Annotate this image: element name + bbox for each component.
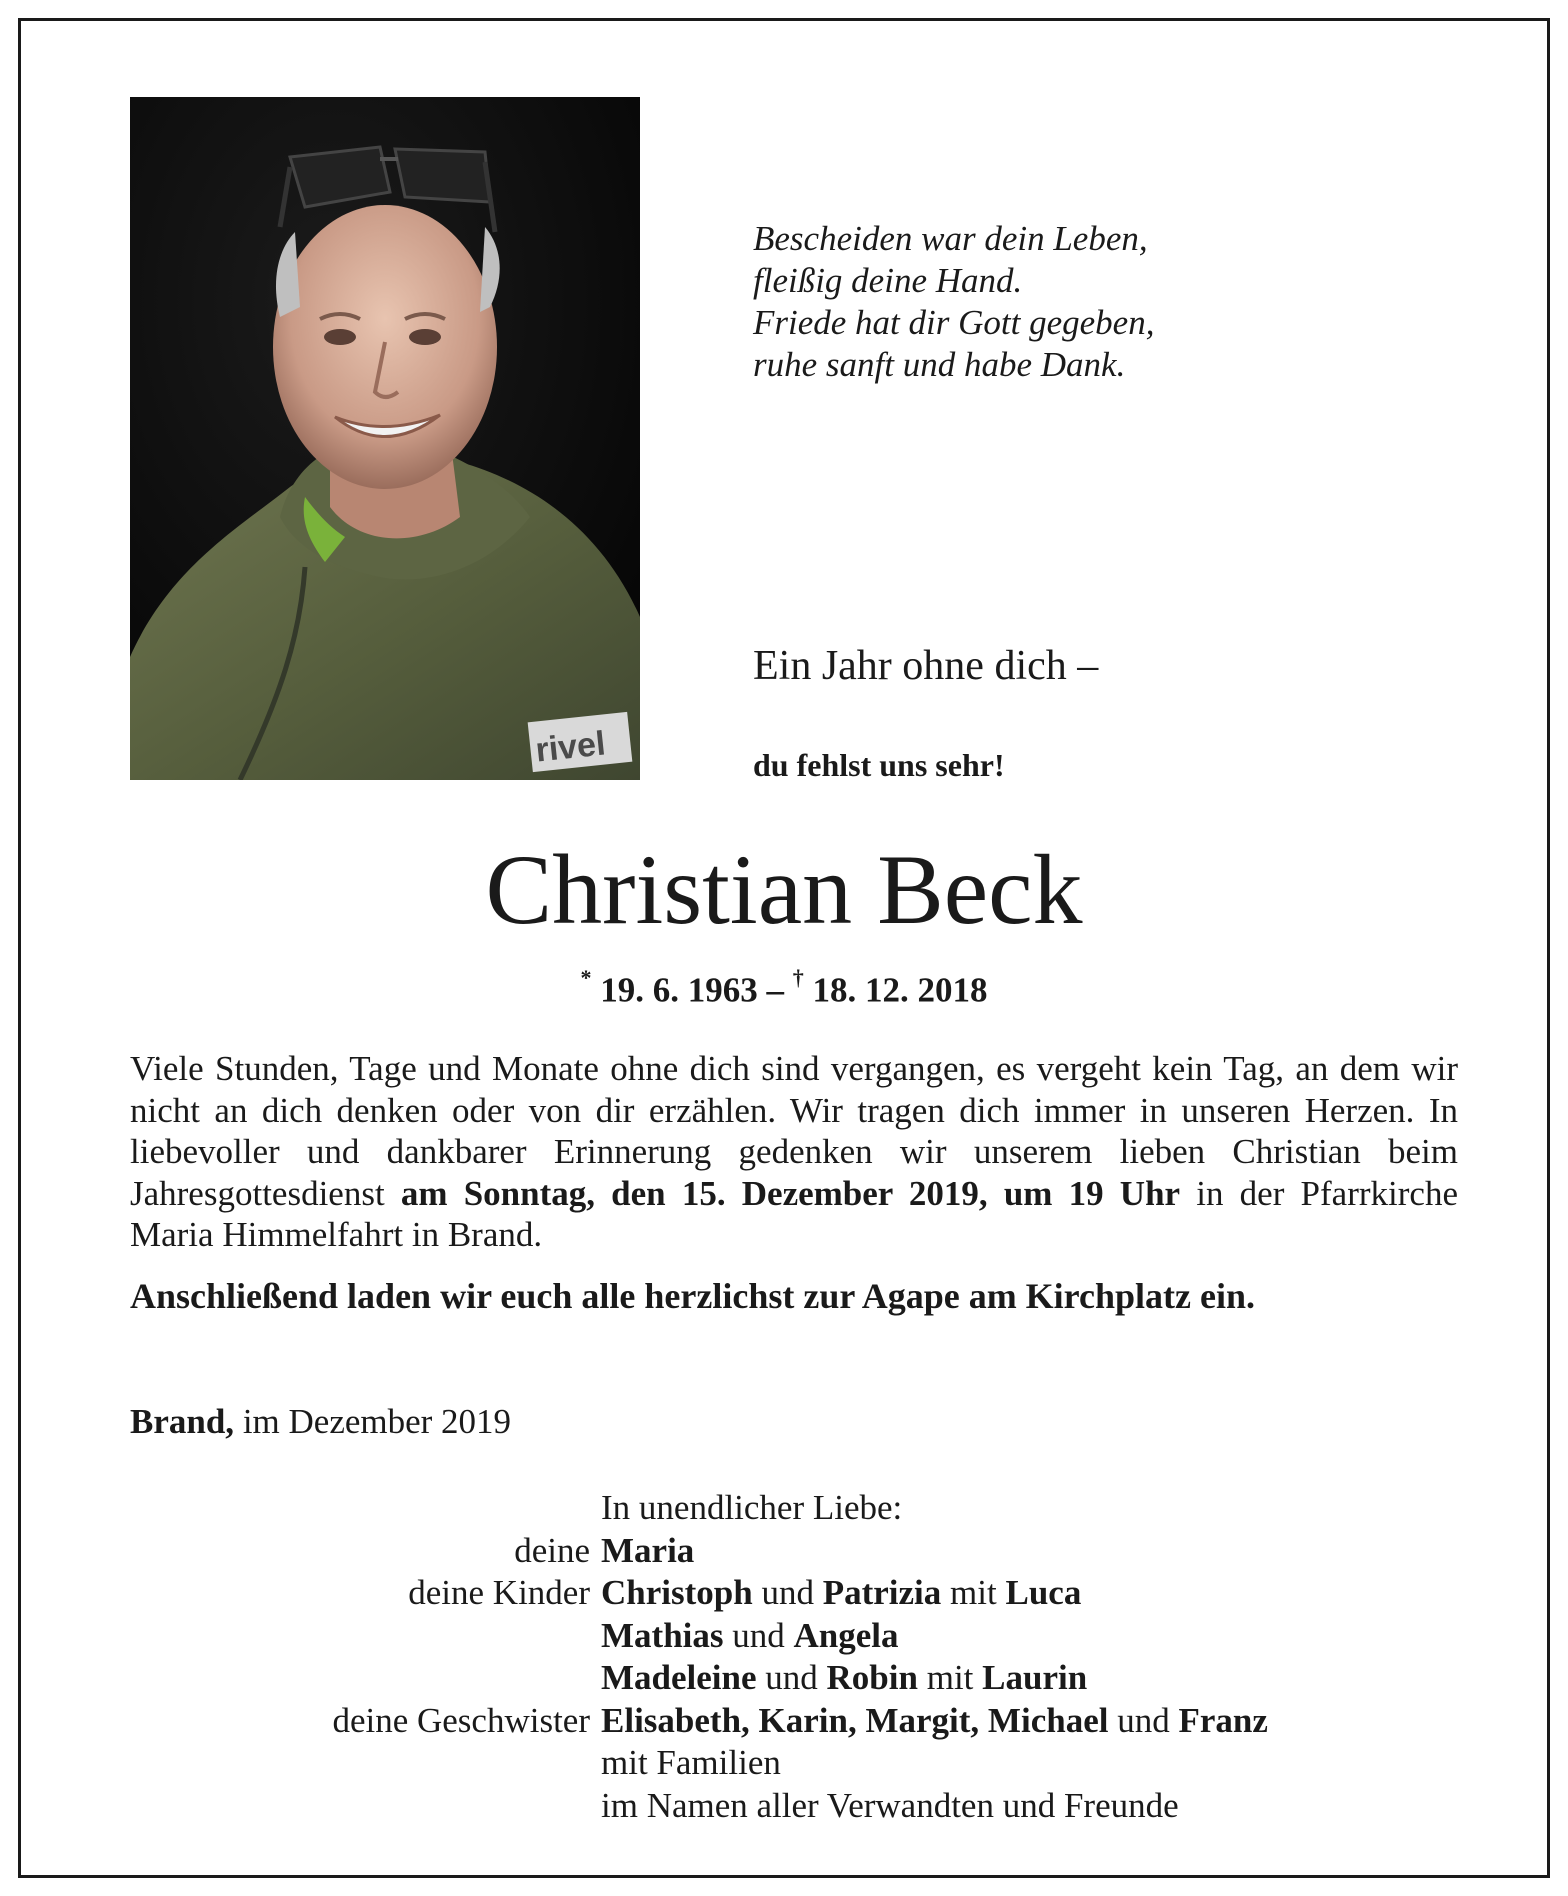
- mourner-connector: mit: [941, 1573, 1006, 1612]
- mourner-names: [601, 1700, 1268, 1743]
- service-datetime: am Sonntag, den 15. Dezember 2019, um 19 Uhr: [400, 1173, 1181, 1213]
- memorial-text: [130, 1048, 1458, 1256]
- mourner-name: Madeleine: [601, 1658, 757, 1697]
- mourner-relation: deine Kinder: [408, 1573, 590, 1612]
- mourner-connector: und: [723, 1615, 794, 1655]
- mourner-rows: [0, 1530, 1568, 1828]
- poem-line: Friede hat dir Gott gegeben,: [753, 303, 1155, 342]
- portrait-photo: [130, 97, 640, 780]
- mourner-name: Maria: [601, 1530, 695, 1570]
- mourners-intro-row: [0, 1487, 1568, 1530]
- mourner-row: [0, 1742, 1568, 1785]
- mourners: [0, 1487, 1568, 1827]
- mourner-name: Angela: [793, 1615, 899, 1655]
- mourner-name: Mathias: [601, 1615, 724, 1655]
- place-date: [130, 1400, 511, 1444]
- birth-symbol: *: [580, 965, 592, 990]
- mourner-name: Franz: [1178, 1700, 1268, 1740]
- death-date: 18. 12. 2018: [812, 970, 988, 1010]
- mourner-names: [601, 1785, 1179, 1828]
- portrait-illustration: [130, 97, 640, 780]
- mourner-name: Christoph: [601, 1573, 753, 1612]
- birth-date: 19. 6. 1963: [600, 970, 758, 1010]
- mourner-connector: im Namen aller Verwandten und Freunde: [601, 1785, 1179, 1825]
- mourner-names: [601, 1572, 1081, 1615]
- mourner-connector: und: [752, 1573, 823, 1612]
- year-line: Ein Jahr ohne dich –: [753, 643, 1099, 689]
- place: Brand,: [130, 1402, 235, 1441]
- mourner-name: Luca: [1005, 1573, 1082, 1612]
- mourner-name: Patrizia: [822, 1573, 942, 1612]
- mourner-connector: mit Familien: [601, 1743, 781, 1782]
- poem-line: Bescheiden war dein Leben,: [753, 219, 1148, 258]
- mourner-relation: deine: [514, 1530, 590, 1570]
- miss-line: du fehlst uns sehr!: [753, 747, 1005, 783]
- mourner-names: [601, 1530, 694, 1573]
- mourner-row: [0, 1615, 1568, 1658]
- mourner-names: [601, 1657, 1087, 1700]
- date: im Dezember 2019: [234, 1402, 512, 1441]
- deceased-name: Christian Beck: [485, 834, 1083, 945]
- memorial-text-part: Viele Stunden, Tage und Monate ohne dich sind vergangen, es vergeht kein Tag, an dem wir nicht an dich denken oder von dir erzählen. Wir tragen dich immer in unseren Herzen. In liebevoller und dankbarer Erinnerung gedenken wir unserem lieben Christian beim Jahresgottesdienst: [130, 1049, 1458, 1213]
- mourner-connector: mit: [917, 1658, 983, 1697]
- mourner-relation: deine Geschwister: [332, 1700, 590, 1740]
- life-dates: [0, 960, 1568, 1013]
- mourner-names: [601, 1742, 781, 1785]
- death-symbol: †: [792, 965, 804, 990]
- mourner-names: [601, 1615, 899, 1658]
- mourner-connector: und: [756, 1658, 827, 1697]
- mourner-connector: und: [1108, 1700, 1179, 1740]
- mourner-row: [0, 1785, 1568, 1828]
- date-separator: –: [757, 970, 793, 1010]
- mourner-row: [0, 1572, 1568, 1615]
- mourner-name: Laurin: [982, 1658, 1088, 1697]
- mourner-name: Robin: [826, 1658, 918, 1697]
- mourner-row: [0, 1657, 1568, 1700]
- mourner-name: Elisabeth, Karin, Margit, Michael: [601, 1700, 1109, 1740]
- poem-line: fleißig deine Hand.: [753, 261, 1023, 300]
- poem: [753, 218, 1154, 386]
- mourner-row: [0, 1530, 1568, 1573]
- memorial-text-part: in der Pfarrkirche Maria Himmelfahrt in Brand.: [130, 1173, 1458, 1254]
- jacket-print: rivel: [533, 724, 608, 770]
- poem-line: ruhe sanft und habe Dank.: [753, 345, 1126, 384]
- mourners-intro: In unendlicher Liebe:: [601, 1488, 903, 1527]
- mourner-row: [0, 1700, 1568, 1743]
- invitation: Anschließend laden wir euch alle herzlichst zur Agape am Kirchplatz ein.: [130, 1276, 1255, 1316]
